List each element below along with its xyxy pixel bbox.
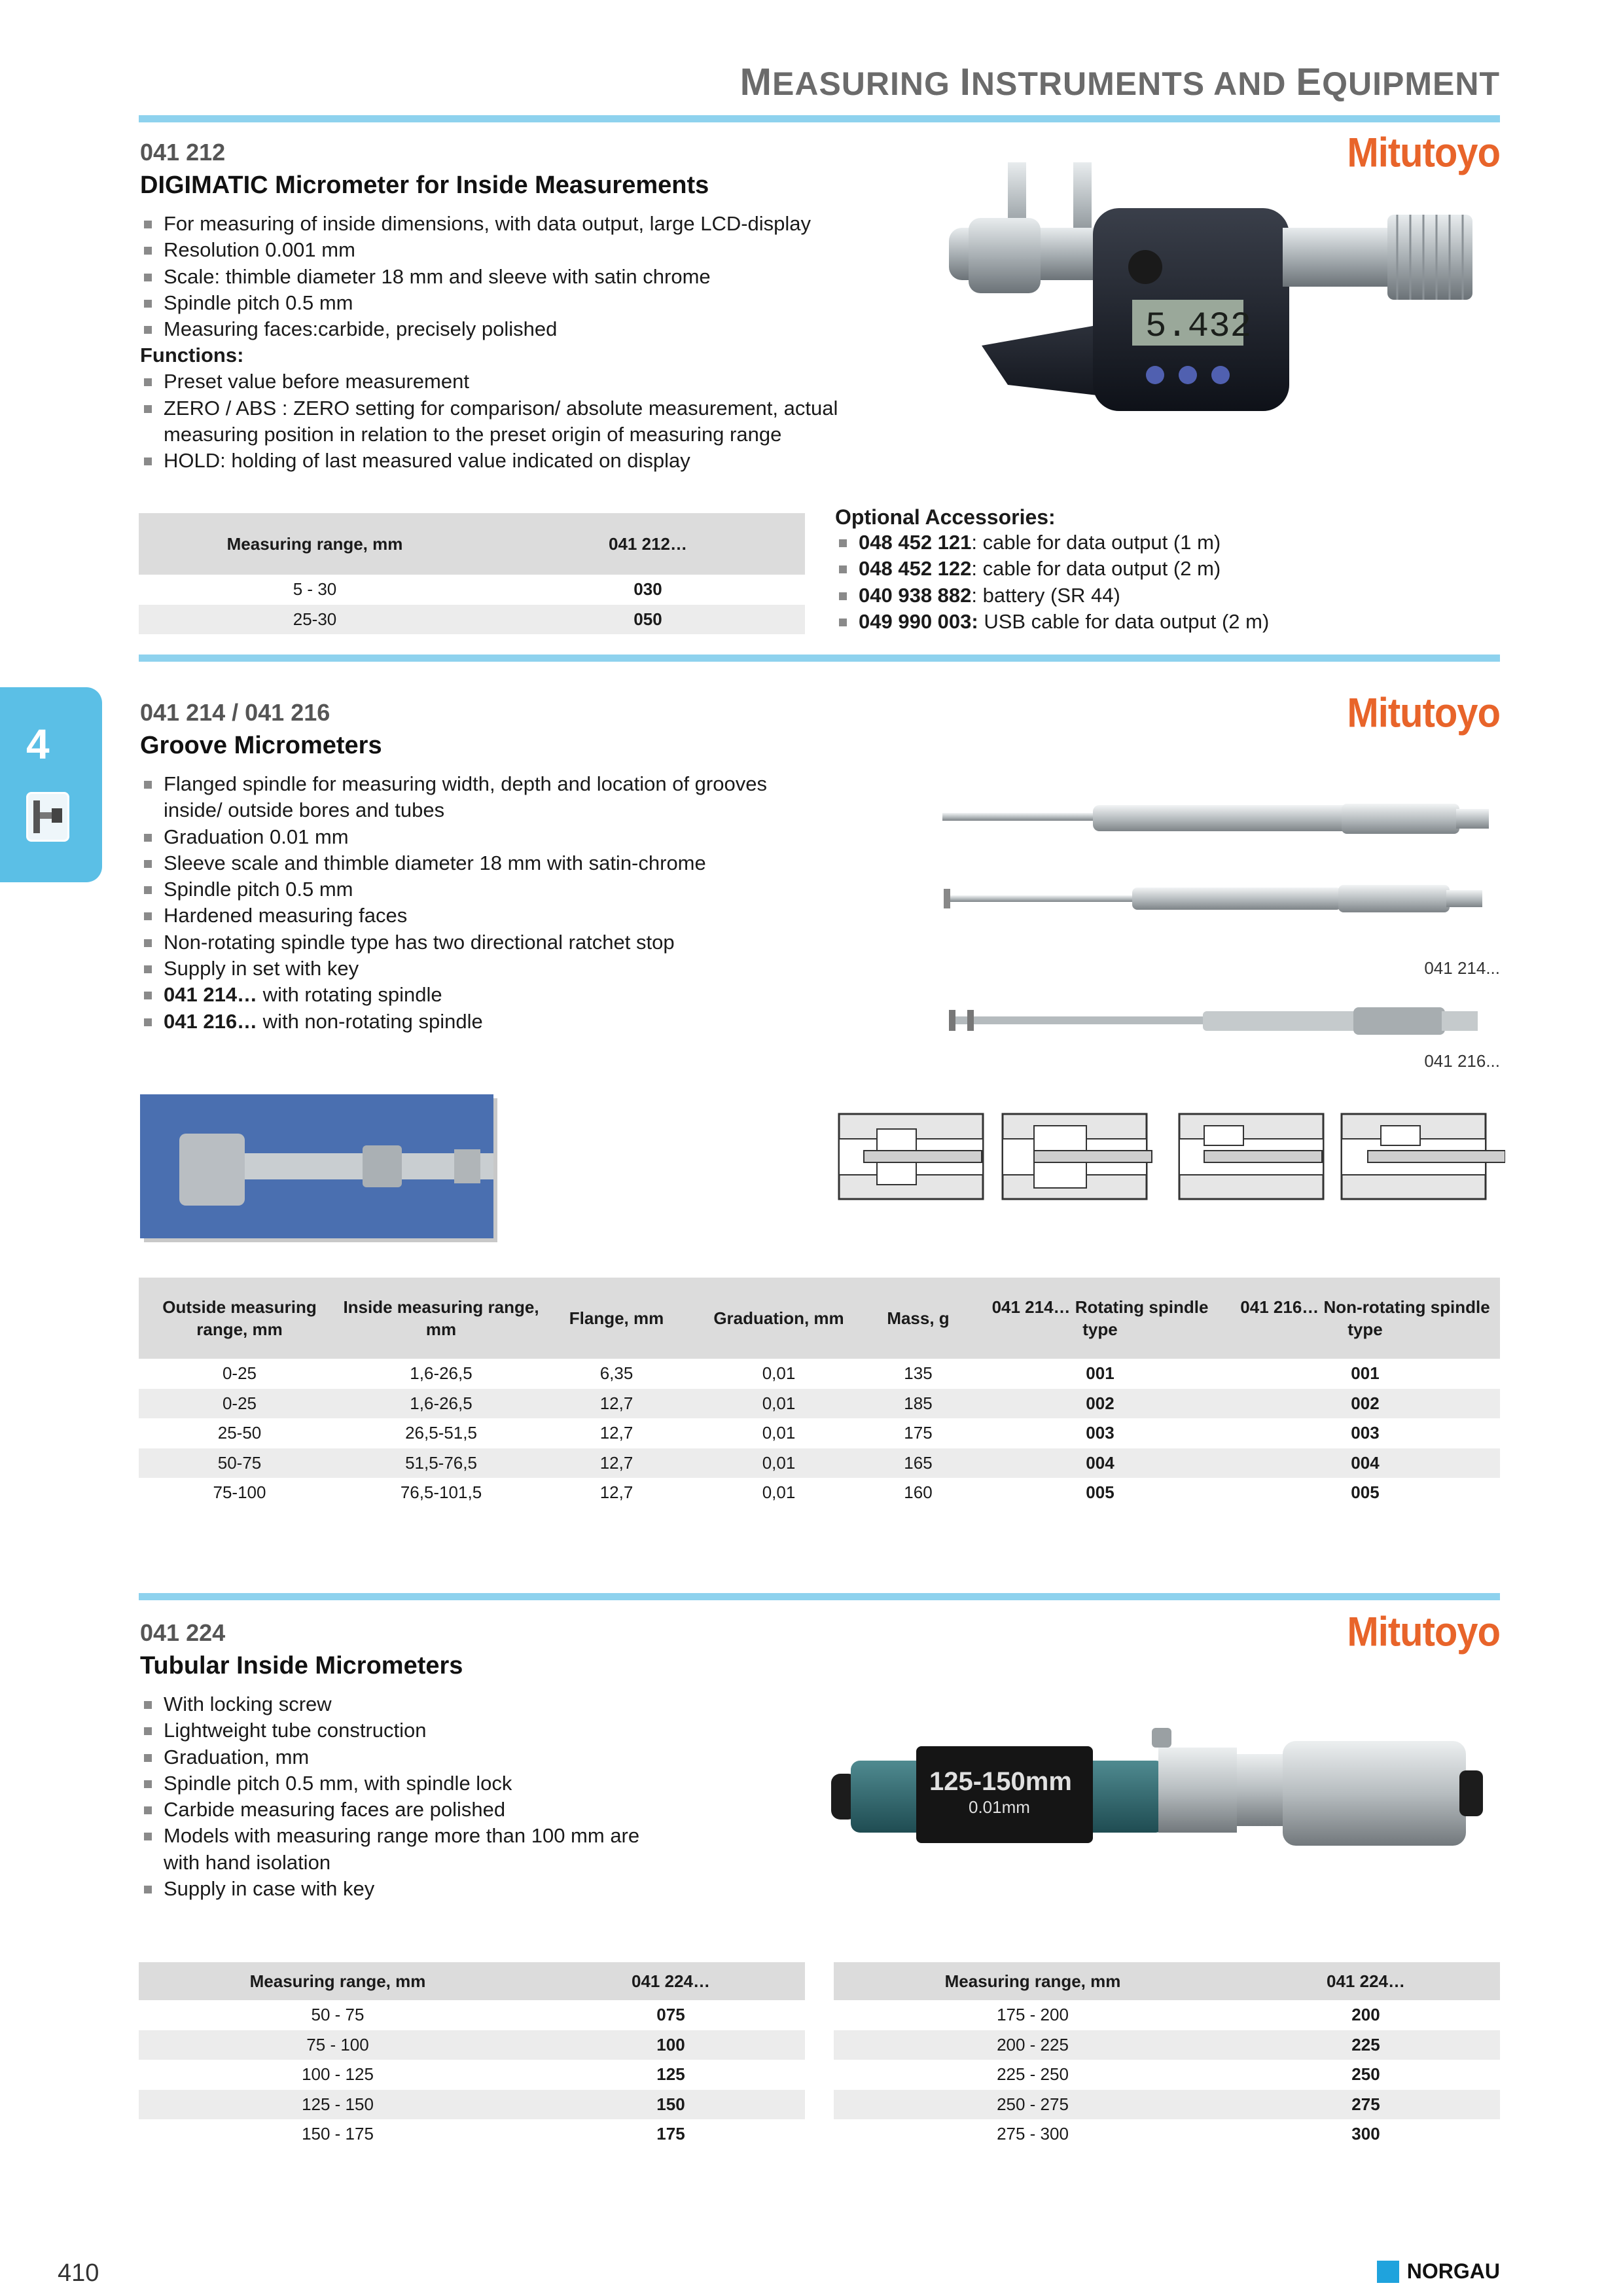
norgau-wordmark: NORGAU [1406, 2259, 1500, 2283]
header-rule [139, 115, 1500, 122]
mitutoyo-logo: Mitutoyo [1347, 1609, 1500, 1655]
feature-item: Supply in case with key [140, 1876, 664, 1902]
feature-item: Supply in set with key [140, 956, 794, 982]
col-header: Measuring range, mm [139, 1962, 537, 2000]
product-code: 041 214 / 041 216 [140, 699, 330, 726]
image-label: 041 214... [1424, 958, 1500, 978]
feature-item: Flanged spindle for measuring width, depth and location of grooves inside/ outside bores and tubes [140, 771, 794, 824]
table-row: 150 - 175 175 [302, 2124, 685, 2144]
section-rule [139, 655, 1500, 662]
table-row: 200 - 225 225 [834, 2030, 1500, 2060]
accessory-item: 049 990 003: USB cable for data output (2 m) [835, 609, 1489, 635]
tube-range-label: 125-150mm [929, 1767, 1072, 1796]
col-header: Measuring range, mm [139, 513, 491, 575]
col-header: 041 216… Non-rotating spindle type [1230, 1278, 1500, 1359]
tube-graduation-label: 0.01mm [969, 1797, 1030, 1817]
table-row: 75-100 76,5-101,5 12,7 0,01 160 005 005 [213, 1482, 1380, 1503]
header-word: EASURING [772, 65, 960, 102]
accessory-item: 040 938 882: battery (SR 44) [835, 583, 1489, 609]
col-header: 041 214… Rotating spindle type [970, 1278, 1230, 1359]
feature-item: Spindle pitch 0.5 mm [140, 290, 860, 316]
table-row: 25-50 26,5-51,5 12,7 0,01 175 003 003 [217, 1423, 1380, 1443]
feature-list [140, 211, 860, 475]
chapter-number: 4 [26, 721, 50, 768]
groove-in-bore-photo [140, 1094, 493, 1238]
page-header [740, 60, 1500, 104]
feature-item: Resolution 0.001 mm [140, 237, 860, 263]
range-table [139, 513, 805, 634]
feature-item: Non-rotating spindle type has two directional ratchet stop [140, 929, 794, 956]
groove-spec-table [139, 1278, 1500, 1508]
feature-item: Scale: thimble diameter 18 mm and sleeve with satin chrome [140, 264, 860, 290]
norgau-square-icon [1377, 2261, 1399, 2283]
table-row: 100 - 125 125 [302, 2064, 685, 2085]
feature-item: Lightweight tube construction [140, 1717, 664, 1744]
header-cap: E [1296, 61, 1323, 103]
groove-diagram [838, 1113, 1505, 1201]
col-header: 041 224… [1232, 1962, 1500, 2000]
feature-item: Carbide measuring faces are polished [140, 1797, 664, 1823]
feature-item: Spindle pitch 0.5 mm [140, 876, 794, 903]
table-row: 250 - 275 275 [834, 2090, 1500, 2120]
table-row: 125 - 150 150 [139, 2090, 805, 2120]
col-header: 041 212… [491, 513, 805, 575]
feature-list [140, 771, 794, 1035]
chapter-tab[interactable] [0, 687, 102, 882]
table-row: 275 - 300 300 [997, 2124, 1380, 2144]
header-cap: I [959, 61, 971, 103]
mitutoyo-logo: Mitutoyo [1347, 690, 1500, 736]
col-header: Outside measuring range, mm [139, 1278, 340, 1359]
feature-item: 041 214… with rotating spindle [140, 982, 794, 1008]
col-header: Flange, mm [542, 1278, 691, 1359]
product-title: Groove Micrometers [140, 732, 382, 759]
feature-item: Hardened measuring faces [140, 903, 794, 929]
page-number: 410 [58, 2259, 99, 2287]
feature-item: Graduation, mm [140, 1744, 664, 1770]
table-row: 0-25 1,6-26,5 12,7 0,01 185 002 002 [139, 1389, 1500, 1419]
col-header: Measuring range, mm [834, 1962, 1232, 2000]
col-header: Inside measuring range, mm [340, 1278, 542, 1359]
table-row: 25-30 050 [139, 605, 805, 635]
feature-item: Sleeve scale and thimble diameter 18 mm with satin-chrome [140, 850, 794, 876]
tubular-range-table-right [834, 1962, 1500, 2149]
groove-micrometer-216-image [941, 998, 1504, 1044]
table-row: 5 - 30 030 [293, 579, 662, 600]
feature-item: 041 216… with non-rotating spindle [140, 1009, 794, 1035]
product-code: 041 224 [140, 1619, 226, 1646]
table-row: 225 - 250 250 [997, 2064, 1380, 2085]
tubular-range-table-left [139, 1962, 805, 2149]
table-row: 75 - 100 100 [139, 2030, 805, 2060]
feature-item: With locking screw [140, 1691, 664, 1717]
function-item: Preset value before measurement [140, 368, 860, 395]
table-row: 50 - 75 075 [311, 2005, 685, 2025]
optional-accessories [835, 505, 1489, 635]
feature-item: Models with measuring range more than 100 mm are with hand isolation [140, 1823, 664, 1876]
digimatic-micrometer-image [929, 149, 1492, 431]
col-header: Graduation, mm [691, 1278, 866, 1359]
section-rule [139, 1593, 1500, 1600]
micrometer-icon [26, 792, 69, 842]
accessory-item: 048 452 121: cable for data output (1 m) [835, 529, 1489, 556]
col-header: Mass, g [866, 1278, 970, 1359]
feature-item: Graduation 0.01 mm [140, 824, 794, 850]
feature-item: Measuring faces:carbide, precisely polished [140, 316, 860, 342]
header-cap: M [740, 61, 772, 103]
table-row: 0-25 1,6-26,5 6,35 0,01 135 001 001 [222, 1363, 1380, 1384]
accessory-item: 048 452 122: cable for data output (2 m) [835, 556, 1489, 582]
function-item: HOLD: holding of last measured value indicated on display [140, 448, 860, 474]
product-title: DIGIMATIC Micrometer for Inside Measurements [140, 171, 709, 199]
header-word: QUIPMENT [1322, 65, 1500, 102]
feature-item: For measuring of inside dimensions, with data output, large LCD-display [140, 211, 860, 237]
accessories-label: Optional Accessories: [835, 505, 1056, 529]
product-code: 041 212 [140, 139, 226, 166]
header-word: NSTRUMENTS AND [971, 65, 1296, 102]
lcd-value: 5.432 [1145, 307, 1252, 347]
table-row: 50-75 51,5-76,5 12,7 0,01 165 004 004 [139, 1448, 1500, 1479]
table-row: 175 - 200 200 [997, 2005, 1380, 2025]
col-header: 041 224… [537, 1962, 805, 2000]
tubular-micrometer-image [831, 1708, 1486, 1872]
image-label: 041 216... [1424, 1051, 1500, 1071]
norgau-logo [1377, 2259, 1500, 2284]
feature-list [140, 1691, 664, 1902]
feature-item: Spindle pitch 0.5 mm, with spindle lock [140, 1770, 664, 1797]
functions-label: Functions: [140, 344, 244, 367]
product-title: Tubular Inside Micrometers [140, 1652, 463, 1679]
function-item: ZERO / ABS : ZERO setting for comparison/ absolute measurement, actual measuring position in relation to the preset origin of measuring range [140, 395, 860, 448]
mitutoyo-logo: Mitutoyo [1347, 130, 1500, 176]
